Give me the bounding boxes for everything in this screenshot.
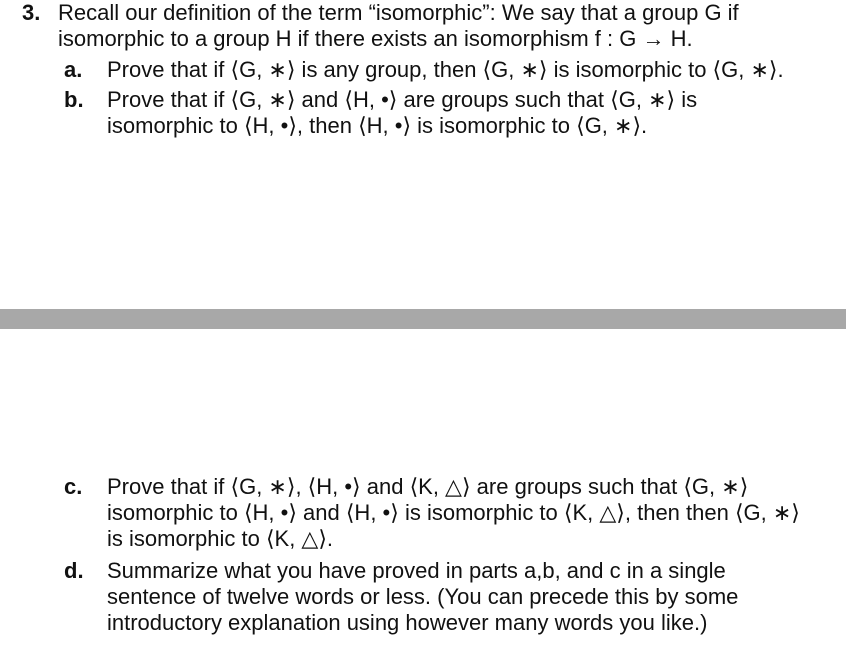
part-c-line-2: isomorphic to ⟨H, •⟩ and ⟨H, •⟩ is isomorphic to ⟨K, △⟩, then then ⟨G, ∗⟩ [107, 500, 800, 525]
part-c-label: c. [64, 474, 83, 499]
part-a-line-1: Prove that if ⟨G, ∗⟩ is any group, then ⟨G, ∗⟩ is isomorphic to ⟨G, ∗⟩. [107, 57, 784, 82]
part-a-label: a. [64, 57, 83, 82]
part-d-line-2: sentence of twelve words or less. (You can precede this by some [107, 584, 739, 609]
part-d-label: d. [64, 558, 84, 583]
intro-line-1: Recall our definition of the term “isomorphic”: We say that a group G if [58, 0, 739, 25]
part-b-line-2: isomorphic to ⟨H, •⟩, then ⟨H, •⟩ is isomorphic to ⟨G, ∗⟩. [107, 113, 648, 138]
section-divider [0, 309, 846, 329]
problem-number: 3. [22, 0, 41, 25]
part-d-line-3: introductory explanation using however many words you like.) [107, 610, 708, 635]
part-b-label: b. [64, 87, 84, 112]
part-d-line-1: Summarize what you have proved in parts a,b, and c in a single [107, 558, 726, 583]
part-c-line-1: Prove that if ⟨G, ∗⟩, ⟨H, •⟩ and ⟨K, △⟩ are groups such that ⟨G, ∗⟩ [107, 474, 749, 499]
part-b-line-1: Prove that if ⟨G, ∗⟩ and ⟨H, •⟩ are groups such that ⟨G, ∗⟩ is [107, 87, 698, 112]
intro-line-2: isomorphic to a group H if there exists an isomorphism f : G → H. [58, 26, 693, 51]
part-c-line-3: is isomorphic to ⟨K, △⟩. [107, 526, 334, 551]
